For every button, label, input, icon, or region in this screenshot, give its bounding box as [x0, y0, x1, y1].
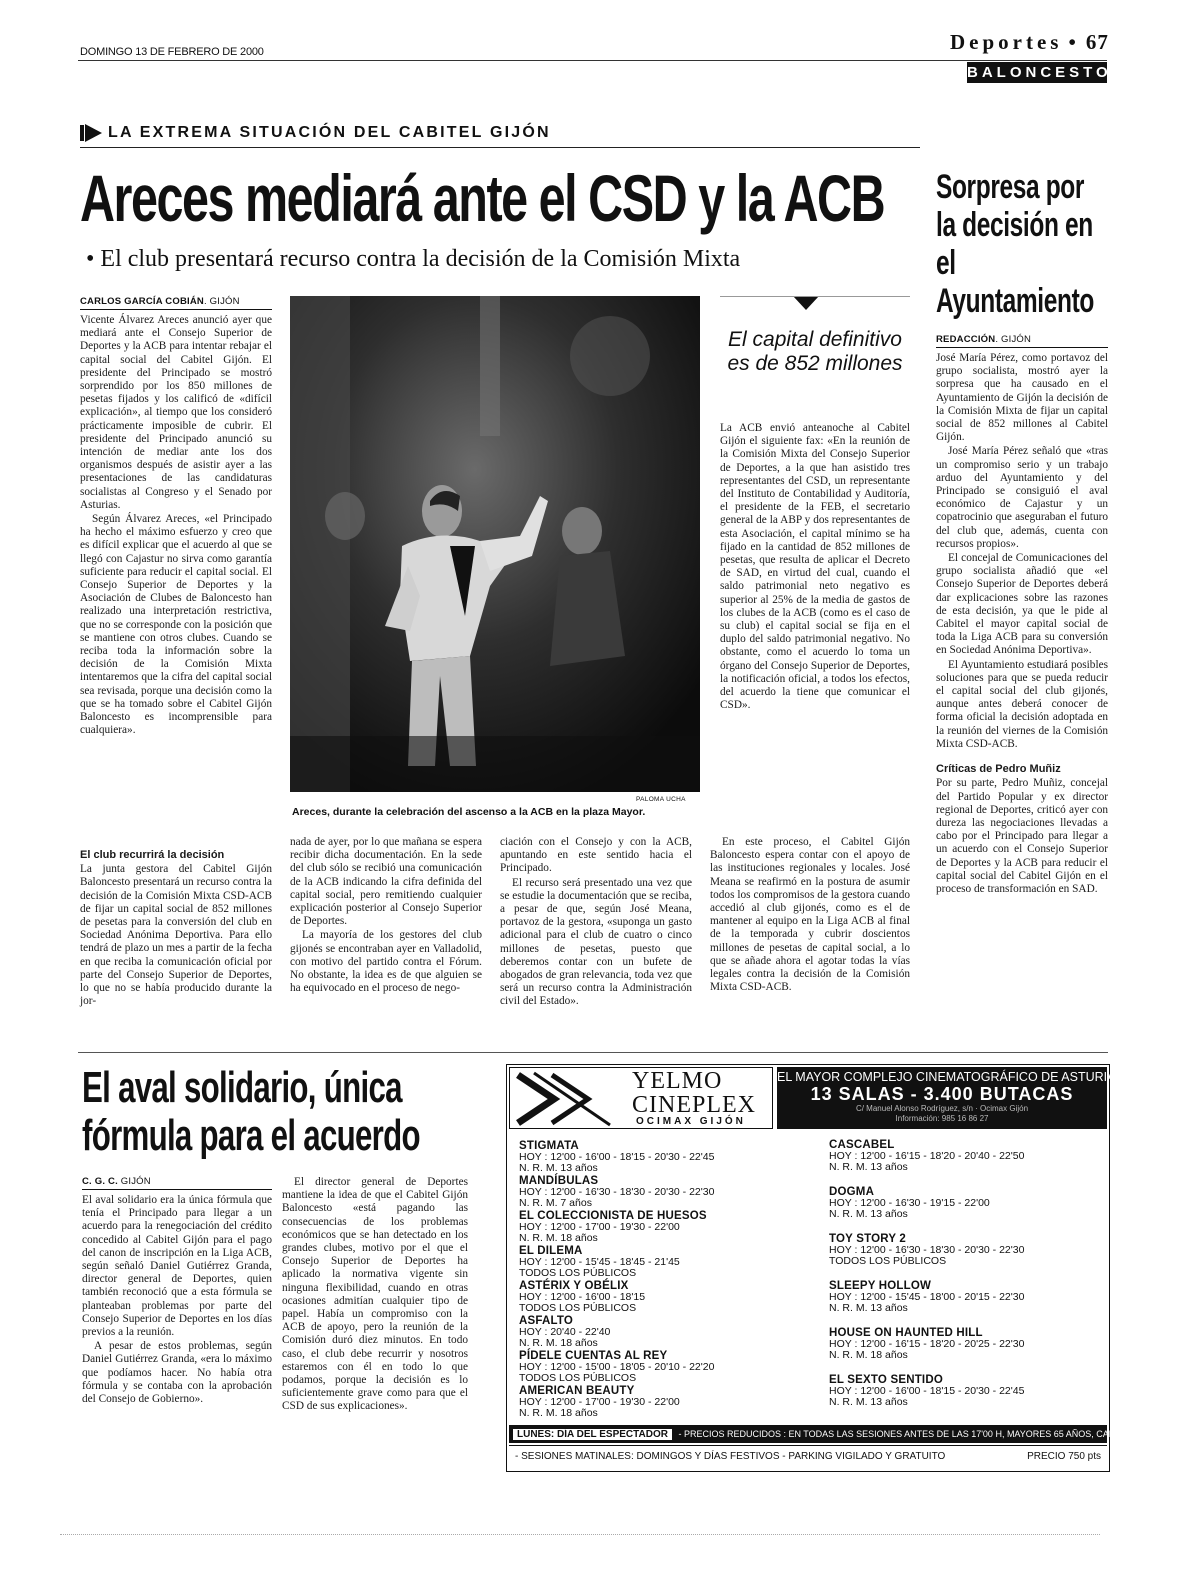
film-rating: TODOS LOS PÚBLICOS: [829, 1255, 947, 1267]
film-title: SLEEPY HOLLOW: [829, 1280, 932, 1292]
film-hours: HOY : 12'00 - 16'30 - 18'30 - 20'30 - 22'30: [519, 1186, 715, 1198]
second-headline-line1: El aval solidario, única: [82, 1063, 402, 1112]
film-listing: [519, 1245, 819, 1279]
sidebar-title: El capital definitivo es de 852 millones: [727, 328, 903, 375]
film-hours: HOY : 12'00 - 17'00 - 19'30 - 22'00: [519, 1396, 680, 1408]
film-title: MANDÍBULAS: [519, 1175, 599, 1187]
film-title: EL DILEMA: [519, 1245, 583, 1257]
film-title: TOY STORY 2: [829, 1233, 906, 1245]
section-name: Deportes: [950, 30, 1063, 54]
main-col1: [80, 296, 272, 739]
film-listing: [519, 1140, 819, 1174]
main-byline: CARLOS GARCÍA COBIÁN. GIJÓN: [80, 296, 272, 310]
main-col2: nada de ayer, por lo que mañana se espera recibir dicha documentación. En la sede del club sólo se recibió una comunicación de la ACB indicando la cifra definida del capital social, pero remitiendo cualquier explicación posterior al Consejo Superior de Deportes. La mayoría de los gestores del club gijonés se encontraban ayer en Valladolid, con motivo del partido contra el Fórum. No obstante, la idea es de que alguien se ha equivocado en el proceso de nego-: [290, 836, 482, 995]
film-hours: HOY : 12'00 - 16'30 - 19'15 - 22'00: [829, 1197, 990, 1209]
cinema-ad: [506, 1064, 1166, 1472]
film-hours: HOY : 12'00 - 16'00 - 18'15 - 20'30 - 22'45: [519, 1151, 715, 1163]
film-rating: N. R. M. 13 años: [829, 1302, 908, 1314]
main-subhead: • El club presentará recurso contra la decisión de la Comisión Mixta: [86, 246, 741, 272]
film-listing: [519, 1175, 819, 1209]
film-hours: HOY : 12'00 - 15'45 - 18'00 - 20'15 - 22'30: [829, 1291, 1025, 1303]
film-rating: N. R. M. 18 años: [519, 1232, 598, 1244]
ad-brand-line1: YELMO: [632, 1068, 723, 1094]
ad-footer-1: [509, 1425, 1166, 1443]
film-hours: HOY : 12'00 - 15'45 - 18'45 - 21'45: [519, 1256, 680, 1268]
main-col4: En este proceso, el Cabitel Gijón Baloncesto espera contar con el apoyo de las instituciones regionales y locales. José Meana se reafirmó en la postura de asumir todos los compromisos de la gestora cuando accedió al club gijonés, como es el de mantener al equipo en la Liga ACB al final de la temporada y cubrir doscientos millones de pesetas de capital social, a lo que se añade ahora el agotar todas la vías legales contra la decisión de la Comisión Mixta CSD-ACB.: [710, 836, 910, 994]
main-body: Vicente Álvarez Areces anunció ayer que mediará ante el Consejo Superior de Deportes y la ACB para intentar rebajar el capital social del Cabitel Gijón. El presidente del Principado se mostró sorprendido por los 850 millones de pesetas fijados y los calificó de «difícil explicación», al tiempo que los consideró prácticamente imposible de cubrir. El presidente del Principado anunció su intención de mediar ante los dos organismos después de asistir ayer a las presentaciones de las candidaturas socialistas al Congreso y el Senado por Asturias. Según Álvarez Areces, «el Principado ha hecho el máximo esfuerzo y creo que es difícil explicar que el acuerdo al que se llegó con Cajastur no sirva como garantía suficiente para reducir el capital social. El Consejo Superior de Deportes y la Asociación de Clubes de Baloncesto han realizado una interpretación restrictiva, que no se corresponde con la posición que se mantiene con otros clubes. Cuando se reciba toda la información sobre la decisión de la Comisión Mixta intentaremos que la cifra del capital social sea revisada, porque una decisión como la que se ha tomado sobre el Cabitel Gijón Baloncesto es incomprensible para cualquiera».: [80, 314, 272, 737]
section-label: Deportes • 67: [950, 30, 1109, 54]
film-rating: N. R. M. 13 años: [829, 1208, 908, 1220]
film-hours: HOY : 20'40 - 22'40: [519, 1326, 611, 1338]
kicker-rule: [80, 147, 920, 148]
film-rating: N. R. M. 13 años: [829, 1161, 908, 1173]
sidebar-body: La ACB envió anteanoche al Cabitel Gijón el siguiente fax: «En la reunión de la Comisión Mixta del Consejo Superior de Deportes, a la que han asistido tres representantes del CSD, un representante del Instituto de Contabilidad y Auditoría, el presidente de la FEB, el secretario general de la ABP y dos representantes de esta Asociación, el capital mínimo se ha fijado en la cantidad de 852 millones de pesetas, que resulta de aplicar el Decreto de SAD, en virtud del cual, cuando el saldo patrimonial neto negativo es superior al 25% de la media de gastos de los clubes de la ACB (como es el caso de su club) el capital social se fija en el duplo del saldo patrimonial negativo. No obstante, como el acuerdo lo toma un órgano del Consejo Superior de Deportes, la notificación oficial, a todos los efectos, del acuerdo la tiene que comunicar el CSD».: [720, 422, 910, 712]
film-listing: [519, 1315, 819, 1349]
main-headline: Areces mediará ante el CSD y la ACB: [80, 161, 885, 235]
ad-banner-box: [777, 1067, 1124, 1129]
film-hours: HOY : 12'00 - 16'15 - 18'20 - 20'40 - 22'50: [829, 1150, 1025, 1162]
second-col1: [82, 1176, 272, 1407]
bottom-rule: [60, 1534, 1100, 1535]
main-col3: ciación con el Consejo y con la ACB, apuntando en este sentido hacia el Principado. El recurso será presentado una vez que se estudie la documentación que se reciba, a pesar de que, según José Meana, portavoz de la gestora, «suponga un gasto adicional para el club de cuatro o cinco millones de pesetas, puesto que deberemos contar con un bufete de abogados de gran relevancia, toda vez que será un recurso contra la Administración civil del Estado».: [500, 836, 692, 1008]
ad-footer-label: LUNES: DÍA DEL ESPECTADOR: [513, 1429, 672, 1440]
ad-films-right: [829, 1139, 1109, 1421]
ad-address: C/ Manuel Alonso Rodríguez, s/n · Ocimax Gijón: [855, 1104, 1029, 1113]
main-col1-bottom: El club recurrirá la decisión La junta gestora del Cabitel Gijón Baloncesto presentará un recurso contra la decisión de la Comisión Mixta CSD-ACB de fijar un capital social de 852 millones de pesetas para la conversión del club en Sociedad Anónima Deportiva. Para ello tendrá de plazo un mes a partir de la fecha en que reciba la comunicación oficial por parte del Consejo Superior de Deportes, lo que no se había producido durante la jor-: [80, 849, 272, 1008]
film-hours: HOY : 12'00 - 16'30 - 18'30 - 20'30 - 22'30: [829, 1244, 1025, 1256]
film-rating: N. R. M. 13 años: [829, 1396, 908, 1408]
yelmo-logo-icon: [514, 1071, 614, 1127]
film-title: ASFALTO: [519, 1315, 574, 1327]
photo-caption: Areces, durante la celebración del ascenso a la ACB en la plaza Mayor.: [292, 806, 646, 818]
film-title: EL COLECCIONISTA DE HUESOS: [519, 1210, 707, 1222]
film-listing: [829, 1186, 1109, 1220]
film-rating: N. R. M. 7 años: [519, 1197, 592, 1209]
film-rating: TODOS LOS PÚBLICOS: [519, 1372, 637, 1384]
kicker-text: LA EXTREMA SITUACIÓN DEL CABITEL GIJÓN: [108, 124, 551, 141]
ad-footer-2: [509, 1445, 1107, 1467]
film-rating: N. R. M. 18 años: [519, 1407, 598, 1419]
film-listing: [519, 1350, 819, 1384]
film-title: HOUSE ON HAUNTED HILL: [829, 1327, 983, 1339]
right-byline: REDACCIÓN. GIJÓN: [936, 334, 1108, 348]
film-hours: HOY : 12'00 - 16'15 - 18'20 - 20'25 - 22'30: [829, 1338, 1025, 1350]
photo-illustration: [290, 296, 700, 792]
photo-credit: PALOMA UCHA: [636, 796, 686, 803]
film-hours: HOY : 12'00 - 15'00 - 18'05 - 20'10 - 22'20: [519, 1361, 715, 1373]
ad-footer-prices: - PRECIOS REDUCIDOS : EN TODAS LAS SESIONES ANTES DE LAS 17'00 H, MAYORES 65 AÑOS, CARNET JOVEN: [678, 1429, 1166, 1439]
film-listing: [829, 1327, 1109, 1361]
ad-banner: EL MAYOR COMPLEJO CINEMATOGRÁFICO DE ASTURIAS: [777, 1070, 1124, 1084]
film-rating: N. R. M. 18 años: [829, 1349, 908, 1361]
arrow-icon: [80, 124, 102, 142]
right-col: [936, 334, 1108, 897]
second-body: El aval solidario era la única fórmula que tenía el Principado para llegar a un acuerdo para la renegociación del crédito concedido al Cabitel Gijón para el pago del canon de inscripción en la Liga ACB, según señaló Daniel Gutiérrez Granda, director general de Deportes, quien también reconoció que a esta fórmula se planteaban problemas por parte del Consejo Superior de Deportes en los días previos a la reunión. A pesar de estos problemas, según Daniel Gutiérrez Granda, «era lo máximo que podíamos hacer. No había otra fórmula y se contaba con la aprobación del Consejo de Gobierno».: [82, 1194, 272, 1406]
film-title: ASTÉRIX Y OBÉLIX: [519, 1280, 629, 1292]
film-listing: [519, 1210, 819, 1244]
film-title: DOGMA: [829, 1186, 875, 1198]
ad-price: PRECIO 750 pts: [1027, 1451, 1101, 1462]
subhead-criticas: Críticas de Pedro Muñiz: [936, 763, 1061, 776]
main-photo: [290, 296, 700, 792]
ad-films-left: [519, 1139, 819, 1419]
page-date: DOMINGO 13 DE FEBRERO DE 2000: [80, 46, 264, 58]
ad-logo-box: [509, 1067, 773, 1129]
film-rating: N. R. M. 13 años: [519, 1162, 598, 1174]
film-listing: [519, 1280, 819, 1314]
film-rating: TODOS LOS PÚBLICOS: [519, 1302, 637, 1314]
ad-footer-sessions: - SESIONES MATINALES: DOMINGOS Y DÍAS FESTIVOS - PARKING VIGILADO Y GRATUITO: [515, 1451, 946, 1462]
right-headline: Sorpresa por la decisión en el Ayuntamiento: [936, 168, 1094, 320]
subhead-recurso: El club recurrirá la decisión: [80, 849, 225, 861]
film-rating: TODOS LOS PÚBLICOS: [519, 1267, 637, 1279]
film-hours: HOY : 12'00 - 16'00 - 18'15: [519, 1291, 646, 1303]
film-listing: [829, 1374, 1109, 1408]
film-listing: [519, 1385, 819, 1419]
film-listing: [829, 1139, 1109, 1173]
ad-phone: Información: 985 16 86 27: [895, 1114, 989, 1123]
film-title: CASCABEL: [829, 1139, 895, 1151]
second-headline-line2: fórmula para el acuerdo: [82, 1111, 420, 1160]
triangle-icon: [793, 296, 819, 310]
film-hours: HOY : 12'00 - 17'00 - 19'30 - 22'00: [519, 1221, 680, 1233]
film-hours: HOY : 12'00 - 16'00 - 18'15 - 20'30 - 22'45: [829, 1385, 1025, 1397]
right-body: José María Pérez, como portavoz del grupo socialista, mostró ayer la sorpresa que ha causado en el Ayuntamiento de Gijón la decisión de la Comisión Mixta de fijar un capital social de 852 millones al Cabitel Gijón. José María Pérez señaló que «tras un compromiso serio y un trabajo arduo del Ayuntamiento y del Principado se consiguió el aval económico de Cajastur y un copatrocinio que aseguraban el futuro del club que, además, cuenta con recursos propios». El concejal de Comunicaciones del grupo socialista añadió que «el Consejo Superior de Deportes deberá dar explicaciones sobre las razones de esta decisión, ya que le pide al Cabitel el mayor capital social de toda la Liga ACB para su conversión en Sociedad Anónima Deportiva». El Ayuntamiento estudiará posibles soluciones para que se pueda reducir el capital social del club gijonés, aunque antes deberá conocer de forma oficial la decisión adoptada en la reunión del viernes de la Comisión Mixta CSD-ACB. Críticas de Pedro Muñiz Por su parte, Pedro Muñiz, concejal del Partido Popular y ex director regional de Deportes, criticó ayer con dureza las negociaciones llevadas a cabo por el Principado para llegar a un acuerdo con el Consejo Superior de Deportes y la ACB para reducir el capital social del Cabitel Gijón en el proceso de transformación en SAD.: [936, 352, 1108, 895]
film-title: EL SEXTO SENTIDO: [829, 1374, 943, 1386]
second-byline: C. G. C. GIJÓN: [82, 1176, 272, 1190]
film-title: PÍDELE CUENTAS AL REY: [519, 1350, 668, 1362]
section-divider: [78, 1052, 1108, 1053]
kicker: [80, 124, 551, 142]
film-title: STIGMATA: [519, 1140, 579, 1152]
film-title: AMERICAN BEAUTY: [519, 1385, 635, 1397]
ad-salas: 13 SALAS - 3.400 BUTACAS: [810, 1084, 1074, 1104]
page-number: 67: [1085, 30, 1109, 54]
second-col2: El director general de Deportes mantiene la idea de que el Cabitel Gijón Baloncesto «está pagando las consecuencias de los problemas económicos que se han detectado en los grandes clubes, motivo por el que el Consejo Superior de Deportes ha aplicado la normativa vigente sin ninguna flexibilidad, cuando en otras ocasiones admitían cualquier tipo de papel. Había un compromiso con la ACB de apoyo, pero la reunión de la Comisión duró diez minutos. En todo caso, el club debe recurrir y nosotros estaremos con él en todo lo que podamos, porque la decisión es lo suficientemente grave como para que el CSD de sus explicaciones».: [282, 1176, 468, 1413]
film-listing: [829, 1233, 1109, 1267]
film-rating: N. R. M. 18 años: [519, 1337, 598, 1349]
subsection-tag: BALONCESTO: [967, 64, 1112, 81]
ad-brand-line2: CINEPLEX: [632, 1092, 756, 1118]
film-listing: [829, 1280, 1109, 1314]
header-rule: [78, 60, 1107, 61]
sidebar-rule: [720, 296, 910, 297]
ad-brand-sub: OCIMAX GIJÓN: [636, 1116, 746, 1127]
